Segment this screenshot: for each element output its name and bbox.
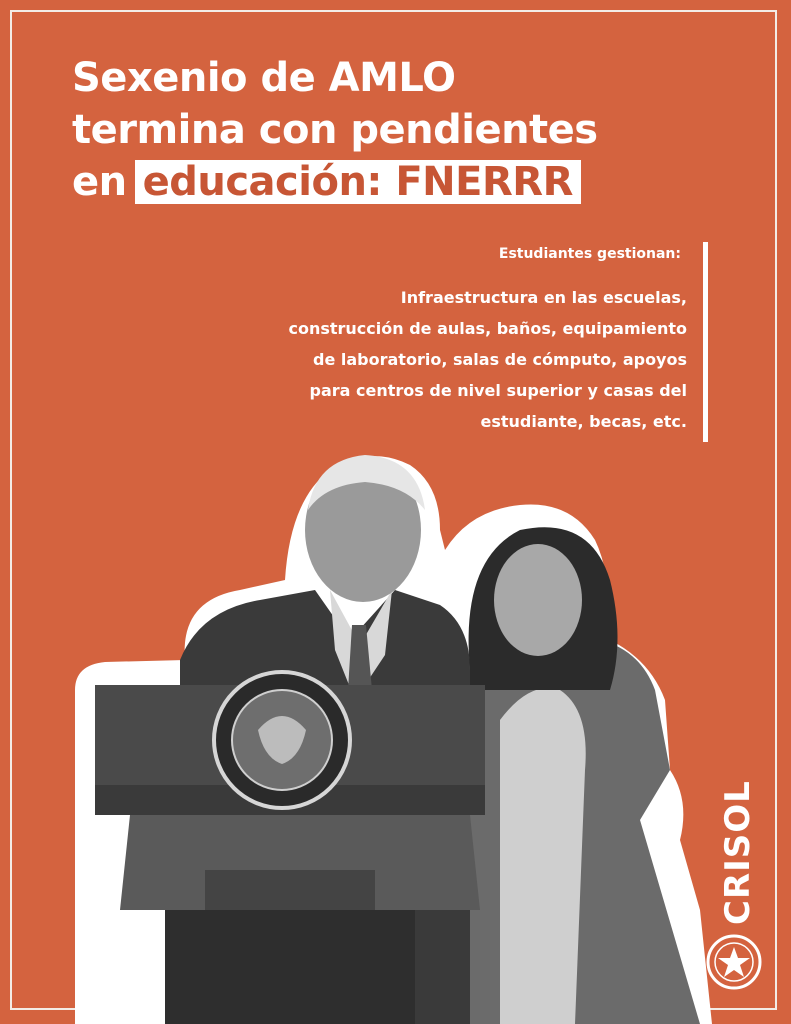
crisol-logo-text: CRISOL [718, 780, 758, 925]
headline [72, 52, 598, 208]
subhead: Estudiantes gestionan: [498, 246, 681, 262]
description-line: estudiante, becas, etc. [480, 412, 687, 431]
accent-bar [703, 242, 708, 442]
crisol-logo [718, 780, 758, 925]
description-line: construcción de aulas, baños, equipamiento [288, 319, 687, 338]
description [127, 282, 687, 437]
photo-cutout [0, 440, 791, 1024]
headline-line-1: Sexenio de AMLO [72, 55, 456, 101]
description-line: para centros de nivel superior y casas del [309, 381, 687, 400]
fnerrr-star-seal-icon [706, 934, 762, 990]
headline-line-2: termina con pendientes [72, 107, 598, 153]
description-line: de laboratorio, salas de cómputo, apoyos [313, 350, 687, 369]
description-line: Infraestructura en las escuelas, [400, 288, 687, 307]
headline-highlight: educación: FNERRR [135, 160, 581, 204]
headline-line-3-prefix: en [72, 159, 127, 205]
headline-line-3 [72, 156, 598, 208]
